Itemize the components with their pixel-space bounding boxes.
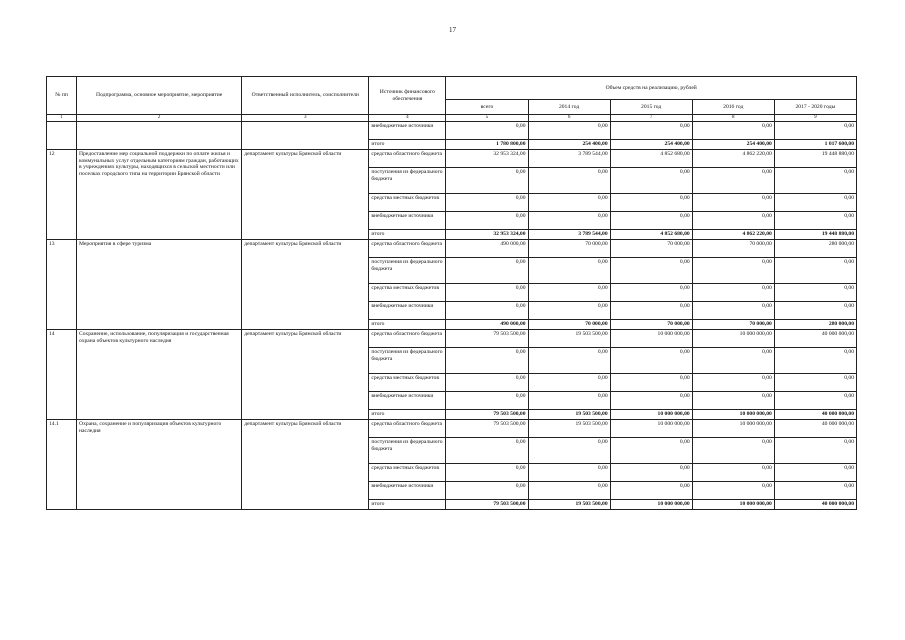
value-cell: 19 503 500,00: [528, 500, 610, 510]
source-cell: средства местных бюджетов: [369, 464, 446, 482]
row-number-cell: 14.1: [47, 420, 77, 510]
value-cell: 70 000,00: [528, 320, 610, 330]
value-cell: 0,00: [610, 284, 692, 302]
value-cell: 19 503 500,00: [528, 410, 610, 420]
continued-no-cell: [47, 122, 77, 150]
value-cell: 490 000,00: [446, 320, 528, 330]
value-cell: 0,00: [528, 464, 610, 482]
header-no: № пп: [47, 77, 77, 115]
value-cell: 0,00: [446, 348, 528, 374]
value-cell: 0,00: [528, 258, 610, 284]
value-cell: 0,00: [774, 194, 856, 212]
column-number: 3: [242, 115, 369, 122]
value-cell: 0,00: [692, 392, 774, 410]
value-cell: 0,00: [692, 302, 774, 320]
value-cell: 0,00: [774, 122, 856, 140]
value-cell: 32 953 324,00: [446, 150, 528, 168]
source-cell: средства областного бюджета: [369, 240, 446, 258]
column-number-row: [47, 115, 857, 122]
header-2016: 2016 год: [692, 100, 774, 115]
value-cell: 0,00: [528, 374, 610, 392]
value-cell: 0,00: [528, 122, 610, 140]
value-cell: 70 000,00: [692, 320, 774, 330]
column-number: 9: [774, 115, 856, 122]
value-cell: 0,00: [528, 168, 610, 194]
column-number: 1: [47, 115, 77, 122]
value-cell: 280 000,00: [774, 320, 856, 330]
source-cell: средства областного бюджета: [369, 330, 446, 348]
source-cell: поступления из федерального бюджета: [369, 168, 446, 194]
table-body: [47, 122, 857, 510]
value-cell: 0,00: [692, 284, 774, 302]
value-cell: 0,00: [774, 374, 856, 392]
value-cell: 254 400,00: [610, 140, 692, 150]
value-cell: 0,00: [446, 392, 528, 410]
value-cell: 0,00: [692, 348, 774, 374]
source-cell: средства местных бюджетов: [369, 284, 446, 302]
value-cell: 10 000 000,00: [610, 330, 692, 348]
value-cell: 0,00: [446, 194, 528, 212]
value-cell: 0,00: [774, 392, 856, 410]
source-cell: средства областного бюджета: [369, 420, 446, 438]
source-cell: итого: [369, 140, 446, 150]
header-2017-2020: 2017 - 2020 годы: [774, 100, 856, 115]
value-cell: 19 448 880,00: [774, 150, 856, 168]
value-cell: 0,00: [528, 348, 610, 374]
value-cell: 0,00: [446, 438, 528, 464]
value-cell: 10 000 000,00: [692, 410, 774, 420]
table-row: [47, 240, 857, 258]
value-cell: 254 400,00: [692, 140, 774, 150]
value-cell: 0,00: [446, 464, 528, 482]
value-cell: 0,00: [774, 348, 856, 374]
value-cell: 0,00: [774, 438, 856, 464]
header-2015: 2015 год: [610, 100, 692, 115]
header-program: Подпрограмма, основное мероприятие, мероприятие: [77, 77, 242, 115]
source-cell: средства местных бюджетов: [369, 194, 446, 212]
value-cell: 0,00: [610, 374, 692, 392]
value-cell: 0,00: [446, 122, 528, 140]
value-cell: 0,00: [692, 374, 774, 392]
value-cell: 0,00: [528, 284, 610, 302]
value-cell: 280 000,00: [774, 240, 856, 258]
value-cell: 70 000,00: [610, 320, 692, 330]
budget-table: [46, 76, 857, 510]
header-2014: 2014 год: [528, 100, 610, 115]
value-cell: 40 000 000,00: [774, 330, 856, 348]
page-number: 17: [449, 26, 456, 34]
value-cell: 19 503 500,00: [528, 330, 610, 348]
value-cell: 0,00: [692, 122, 774, 140]
source-cell: внебюджетные источники: [369, 212, 446, 230]
value-cell: 70 000,00: [692, 240, 774, 258]
value-cell: 0,00: [610, 348, 692, 374]
value-cell: 0,00: [774, 258, 856, 284]
value-cell: 0,00: [692, 194, 774, 212]
value-cell: 0,00: [610, 258, 692, 284]
value-cell: 10 000 000,00: [610, 500, 692, 510]
value-cell: 0,00: [610, 194, 692, 212]
header-total: всего: [446, 100, 528, 115]
value-cell: 79 503 500,00: [446, 420, 528, 438]
value-cell: 10 000 000,00: [610, 410, 692, 420]
table-row: [47, 150, 857, 168]
source-cell: внебюджетные источники: [369, 392, 446, 410]
value-cell: 0,00: [774, 168, 856, 194]
source-cell: средства местных бюджетов: [369, 374, 446, 392]
activity-name-cell: Мероприятия в сфере туризма: [77, 240, 242, 330]
activity-name-cell: Охрана, сохранение и популяризация объектов культурного наследия: [77, 420, 242, 510]
row-number-cell: 14: [47, 330, 77, 420]
value-cell: 4 862 220,00: [692, 150, 774, 168]
value-cell: 10 000 000,00: [692, 330, 774, 348]
responsible-cell: департамент культуры Брянской области: [242, 150, 369, 240]
value-cell: 19 503 500,00: [528, 420, 610, 438]
value-cell: 0,00: [774, 284, 856, 302]
value-cell: 0,00: [610, 302, 692, 320]
value-cell: 0,00: [692, 464, 774, 482]
responsible-cell: департамент культуры Брянской области: [242, 420, 369, 510]
value-cell: 79 503 500,00: [446, 330, 528, 348]
source-cell: поступления из федерального бюджета: [369, 348, 446, 374]
value-cell: 0,00: [446, 374, 528, 392]
value-cell: 0,00: [692, 482, 774, 500]
value-cell: 79 503 500,00: [446, 500, 528, 510]
table-row: [47, 330, 857, 348]
source-cell: внебюджетные источники: [369, 122, 446, 140]
value-cell: 0,00: [774, 302, 856, 320]
value-cell: 0,00: [446, 212, 528, 230]
value-cell: 32 953 324,00: [446, 230, 528, 240]
source-cell: итого: [369, 500, 446, 510]
value-cell: 0,00: [610, 438, 692, 464]
value-cell: 0,00: [528, 438, 610, 464]
value-cell: 19 448 880,00: [774, 230, 856, 240]
header-volume: Объем средств на реализацию, рублей: [446, 77, 857, 100]
value-cell: 40 000 000,00: [774, 420, 856, 438]
value-cell: 0,00: [610, 464, 692, 482]
value-cell: 0,00: [528, 302, 610, 320]
value-cell: 0,00: [610, 212, 692, 230]
value-cell: 4 852 680,00: [610, 230, 692, 240]
value-cell: 70 000,00: [528, 240, 610, 258]
table-row: [47, 420, 857, 438]
value-cell: 254 400,00: [528, 140, 610, 150]
value-cell: 10 000 000,00: [692, 420, 774, 438]
value-cell: 0,00: [528, 212, 610, 230]
value-cell: 10 000 000,00: [692, 500, 774, 510]
value-cell: 0,00: [610, 392, 692, 410]
value-cell: 1 017 600,00: [774, 140, 856, 150]
continued-name-cell: [77, 122, 242, 150]
table-row: [47, 122, 857, 140]
activity-name-cell: Сохранение, использование, популяризация и государственная охрана объектов культурного наследия: [77, 330, 242, 420]
value-cell: 0,00: [528, 392, 610, 410]
value-cell: 1 780 800,00: [446, 140, 528, 150]
value-cell: 0,00: [528, 482, 610, 500]
value-cell: 0,00: [692, 258, 774, 284]
value-cell: 3 789 544,00: [528, 150, 610, 168]
continued-responsible-cell: [242, 122, 369, 150]
responsible-cell: департамент культуры Брянской области: [242, 330, 369, 420]
header-source: Источник финансового обеспечения: [369, 77, 446, 115]
source-cell: поступления из федерального бюджета: [369, 438, 446, 464]
source-cell: поступления из федерального бюджета: [369, 258, 446, 284]
value-cell: 0,00: [446, 168, 528, 194]
activity-name-cell: Предоставление мер социальной поддержки по оплате жилья и коммунальных услуг отдельным категориям граждан, работающих в учреждениях культуры, находящихся в сельской местности или поселках городского типа на территории Брянской области: [77, 150, 242, 240]
value-cell: 0,00: [446, 258, 528, 284]
value-cell: 4 852 680,00: [610, 150, 692, 168]
value-cell: 0,00: [692, 168, 774, 194]
value-cell: 0,00: [446, 284, 528, 302]
value-cell: 0,00: [774, 212, 856, 230]
value-cell: 0,00: [692, 438, 774, 464]
row-number-cell: 13: [47, 240, 77, 330]
source-cell: итого: [369, 230, 446, 240]
column-number: 6: [528, 115, 610, 122]
value-cell: 4 862 220,00: [692, 230, 774, 240]
source-cell: внебюджетные источники: [369, 482, 446, 500]
column-number: 2: [77, 115, 242, 122]
value-cell: 0,00: [692, 212, 774, 230]
responsible-cell: департамент культуры Брянской области: [242, 240, 369, 330]
value-cell: 0,00: [528, 194, 610, 212]
value-cell: 0,00: [774, 464, 856, 482]
value-cell: 0,00: [610, 168, 692, 194]
value-cell: 3 789 544,00: [528, 230, 610, 240]
column-number: 4: [369, 115, 446, 122]
value-cell: 0,00: [446, 302, 528, 320]
value-cell: 10 000 000,00: [610, 420, 692, 438]
source-cell: итого: [369, 320, 446, 330]
source-cell: средства областного бюджета: [369, 150, 446, 168]
column-number: 8: [692, 115, 774, 122]
column-number: 7: [610, 115, 692, 122]
source-cell: итого: [369, 410, 446, 420]
value-cell: 70 000,00: [610, 240, 692, 258]
source-cell: внебюджетные источники: [369, 302, 446, 320]
value-cell: 0,00: [446, 482, 528, 500]
row-number-cell: 12: [47, 150, 77, 240]
value-cell: 0,00: [610, 482, 692, 500]
column-number: 5: [446, 115, 528, 122]
value-cell: 79 503 500,00: [446, 410, 528, 420]
value-cell: 0,00: [774, 482, 856, 500]
value-cell: 40 000 000,00: [774, 500, 856, 510]
value-cell: 40 000 000,00: [774, 410, 856, 420]
value-cell: 490 000,00: [446, 240, 528, 258]
value-cell: 0,00: [610, 122, 692, 140]
header-responsible: Ответственный исполнитель, соисполнители: [242, 77, 369, 115]
